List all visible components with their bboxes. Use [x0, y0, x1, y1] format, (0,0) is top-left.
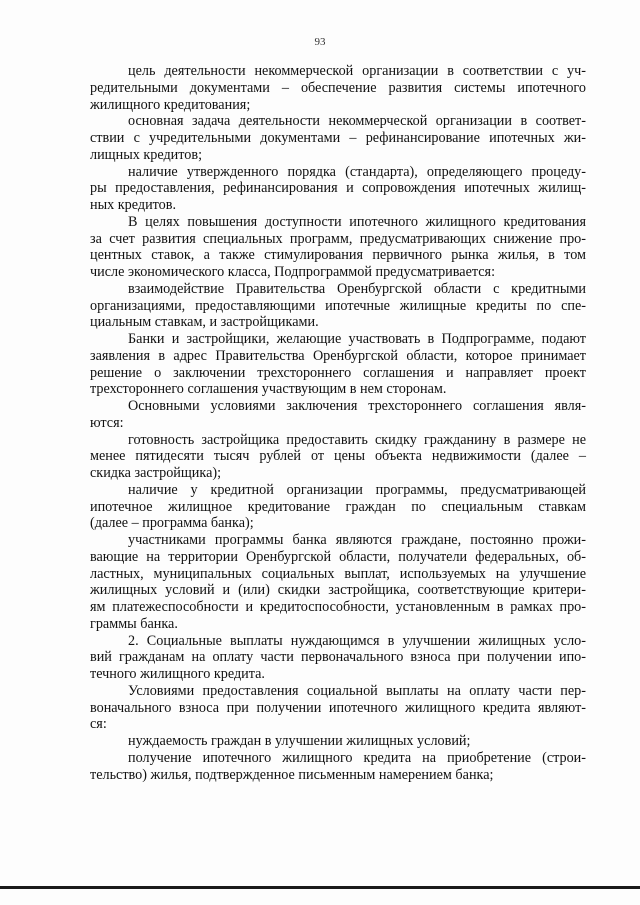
text-line: редительными документами – обеспечение развития системы ипотечного [90, 79, 586, 96]
text-line: менее пятидесяти тысяч рублей от цены объекта недвижимости (далее – [90, 448, 586, 465]
text-line: тельство) жилья, подтвержденное письменным намерением банка; [90, 766, 494, 783]
text-line: готовность застройщика предоставить скидку гражданину в размере не [128, 431, 586, 448]
text-line: решение о заключении трехстороннего соглашения и направляет проект [90, 364, 586, 381]
text-line: воначального взноса при получении ипотечного жилищного кредита являют- [90, 699, 586, 716]
text-line: циальным ставкам, и застройщиками. [90, 314, 319, 331]
text-line: ются: [90, 414, 124, 431]
text-line: жилищных условий и (или) скидки застройщика, соответствующие критери- [90, 582, 586, 599]
text-line: граммы банка. [90, 615, 178, 632]
text-line: заявления в адрес Правительства Оренбургской области, которое принимает [90, 347, 586, 364]
text-line: основная задача деятельности некоммерческой организации в соответ- [128, 113, 586, 130]
text-line: получение ипотечного жилищного кредита на приобретение (строи- [128, 749, 586, 766]
text-line: числе экономического класса, Подпрограммой предусматривается: [90, 264, 496, 280]
text-line: ных кредитов. [90, 197, 177, 213]
text-line: центных ставок, а также стимулирования первичного рынка жилья, в том [90, 247, 586, 264]
text-line: ластных, муниципальных социальных выплат, используемых на улучшение [90, 565, 586, 582]
text-line: Банки и застройщики, желающие участвовать в Подпрограмме, подают [128, 331, 586, 347]
text-line: ипотечное жилищное кредитование граждан по специальным ставкам [90, 498, 586, 515]
text-line: лищных кредитов; [90, 146, 203, 163]
text-line: трехстороннего соглашения участвующим в нем сторонам. [90, 381, 447, 398]
text-line: Основными условиями заключения трехстороннего соглашения явля- [128, 398, 586, 414]
text-line: наличие утвержденного порядка (стандарта), определяющего процеду- [128, 163, 586, 180]
text-line: жилищного кредитования; [90, 96, 251, 113]
text-line: участниками программы банка являются граждане, постоянно прожи- [128, 532, 586, 548]
text-line: нуждаемость граждан в улучшении жилищных условий; [128, 733, 471, 749]
text-line: за счет развития специальных программ, предусматривающих снижение про- [90, 230, 586, 247]
text-line: 2. Социальные выплаты нуждающимся в улучшении жилищных усло- [128, 632, 586, 649]
text-line: (далее – программа банка); [90, 515, 254, 532]
text-line: наличие у кредитной организации программы, предусматривающей [128, 481, 586, 498]
text-line: организациями, предоставляющими ипотечные жилищные кредиты по спе- [90, 297, 586, 314]
page-number: 93 [314, 36, 326, 48]
text-line: скидка застройщика); [90, 465, 222, 481]
text-line: вающие на территории Оренбургской области, получатели федеральных, об- [90, 548, 586, 565]
text-line: ры предоставления, рефинансирования и сопровождения ипотечных жилищ- [90, 180, 586, 197]
bottom-rule [0, 886, 640, 889]
body-text [90, 63, 586, 783]
text-line: вий гражданам на оплату части первоначального взноса при получении ипо- [90, 649, 586, 666]
text-line: ям платежеспособности и кредитоспособности, установленным в рамках про- [90, 599, 586, 615]
text-line: ся: [90, 716, 107, 733]
text-line: ствии с учредительными документами – рефинансирование ипотечных жи- [90, 130, 586, 146]
text-line: взаимодействие Правительства Оренбургской области с кредитными [128, 280, 586, 297]
text-line: течного жилищного кредита. [90, 666, 265, 682]
text-line: В целях повышения доступности ипотечного жилищного кредитования [128, 213, 586, 230]
text-line: цель деятельности некоммерческой организации в соответствии с уч- [128, 63, 586, 79]
text-line: Условиями предоставления социальной выплаты на оплату части пер- [128, 682, 586, 699]
